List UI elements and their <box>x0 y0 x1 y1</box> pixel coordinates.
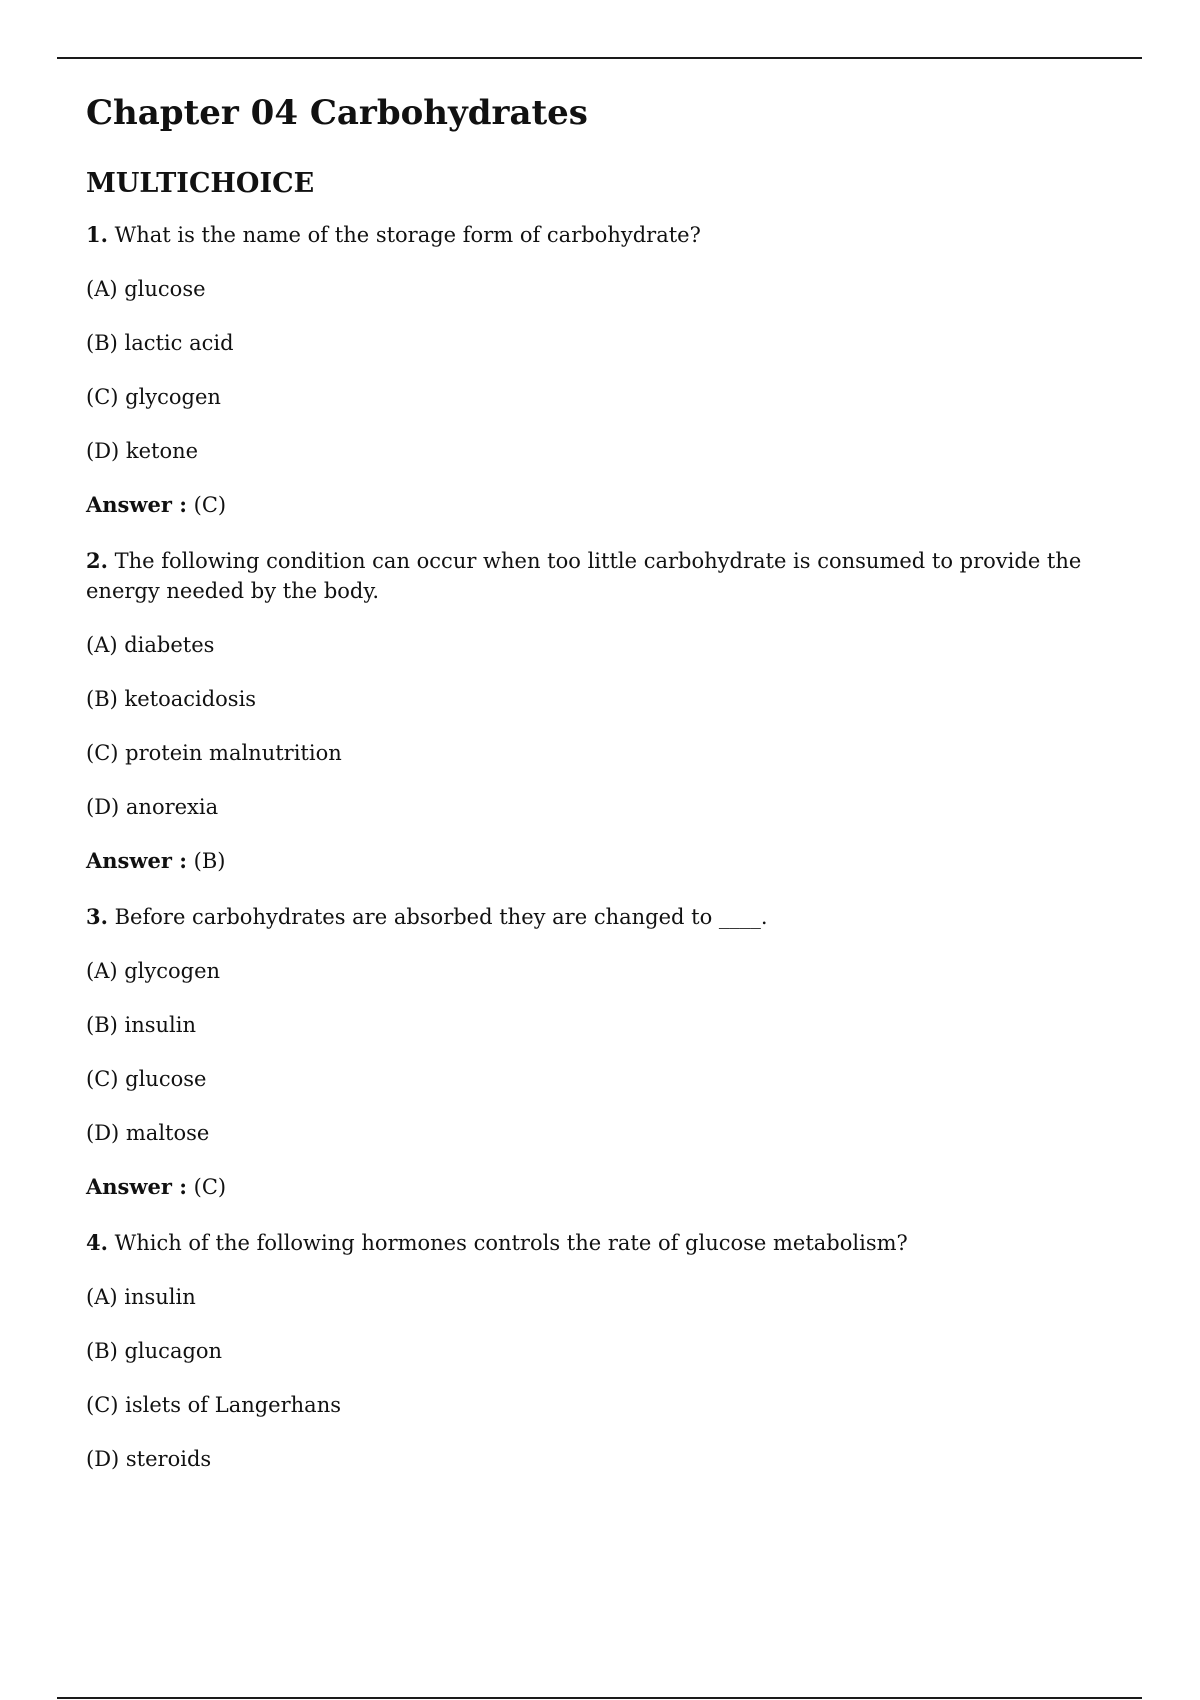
option-b: (B) glucagon <box>86 1339 223 1363</box>
option-a: (A) glucose <box>86 277 206 301</box>
option-d: (D) anorexia <box>86 795 219 819</box>
option-d: (D) steroids <box>86 1447 212 1471</box>
answer-value: (C) <box>193 1175 227 1199</box>
question-text: What is the name of the storage form of carbohydrate? <box>114 223 701 247</box>
document-body <box>86 88 1116 1500</box>
question-number: 3. <box>86 904 108 929</box>
option-c: (C) islets of Langerhans <box>86 1393 341 1417</box>
question-text: The following condition can occur when too little carbohydrate is consumed to provide the energy needed by the body. <box>86 549 1082 603</box>
option-a: (A) insulin <box>86 1285 196 1309</box>
answer-label: Answer : <box>86 848 187 873</box>
answer-line <box>86 490 1116 520</box>
option-a: (A) diabetes <box>86 633 215 657</box>
answer-value: (C) <box>193 493 227 517</box>
question-3 <box>86 902 1116 1202</box>
question-1 <box>86 220 1116 520</box>
option-b: (B) ketoacidosis <box>86 687 257 711</box>
question-number: 1. <box>86 222 108 247</box>
question-stem <box>86 902 1116 932</box>
option-b: (B) lactic acid <box>86 331 234 355</box>
option-c: (C) protein malnutrition <box>86 741 342 765</box>
answer-value: (B) <box>193 849 226 873</box>
top-rule <box>57 57 1142 59</box>
question-text: Before carbohydrates are absorbed they are changed to ____. <box>114 905 768 929</box>
question-stem <box>86 220 1116 250</box>
chapter-title: Chapter 04 Carbohydrates <box>86 93 588 133</box>
section-heading: MULTICHOICE <box>86 168 315 199</box>
question-stem <box>86 546 1116 606</box>
option-c: (C) glycogen <box>86 385 221 409</box>
option-d: (D) maltose <box>86 1121 210 1145</box>
answer-label: Answer : <box>86 1174 187 1199</box>
option-d: (D) ketone <box>86 439 199 463</box>
question-list <box>86 220 1116 1474</box>
question-stem <box>86 1228 1116 1258</box>
option-b: (B) insulin <box>86 1013 196 1037</box>
question-number: 2. <box>86 548 108 573</box>
option-a: (A) glycogen <box>86 959 221 983</box>
question-number: 4. <box>86 1230 108 1255</box>
question-2 <box>86 546 1116 876</box>
answer-line <box>86 1172 1116 1202</box>
bottom-rule <box>57 1697 1142 1699</box>
question-text: Which of the following hormones controls the rate of glucose metabolism? <box>114 1231 908 1255</box>
answer-line <box>86 846 1116 876</box>
question-4 <box>86 1228 1116 1474</box>
answer-label: Answer : <box>86 492 187 517</box>
option-c: (C) glucose <box>86 1067 207 1091</box>
